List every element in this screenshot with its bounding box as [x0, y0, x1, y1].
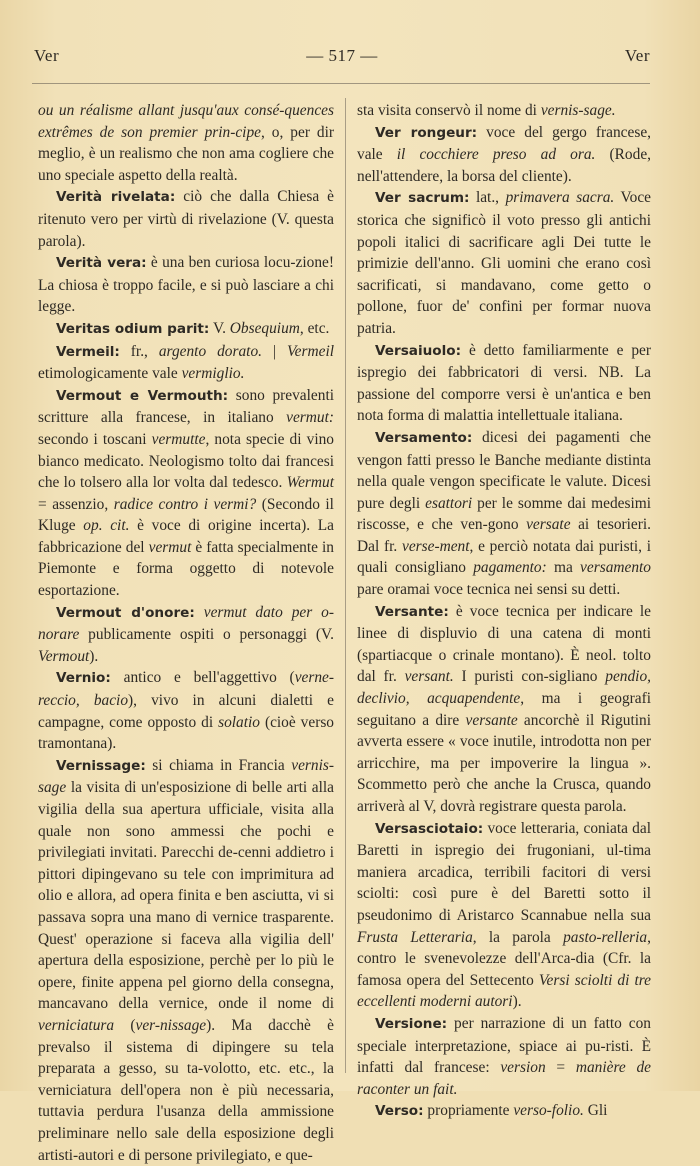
dictionary-entry: [38, 318, 334, 341]
italic-text: primavera sacra.: [505, 189, 615, 207]
body-text: ciò che dalla Chiesa è ritenuto vero per virtù di rivelazione (V. questa parola).: [38, 188, 335, 250]
body-text: è voce di origine incerta). La fabbricazione del: [38, 517, 335, 556]
dictionary-entry: [38, 667, 334, 754]
italic-text: ou un réalisme allant jusqu'aux consé-quences extrêmes de son premier prin-cipe: [38, 102, 334, 141]
body-text: , contro le svenevolezze dell'Arca-dia (Cfr. la famosa opera del Settecento: [357, 928, 651, 989]
italic-text: vermut dato per o-norare: [38, 603, 334, 644]
body-text: I puristi con-sigliano: [453, 668, 606, 686]
body-text: la visita di un'esposizione di belle arti alla vigilia della sua apertura ufficiale, visita alla quale non sono ammessi che pochi e privilegiati invitati. Parecchi de-cenni addietro i pittori dipingevano su tele con imprimitura ad olio e allora, ad opera finita e ben asciutta, vi si passava sopra una mano di vernice trasparente. Quest' operazione si faceva alla vigilia dell' apertura della esposizione, perchè per lo più le opere, finite appena pel giorno della consegna, mancavano della vernice, onde il nome di: [38, 779, 334, 1013]
body-text: (Rode, nell'attendere, la borsa del cliente).: [357, 146, 651, 185]
body-text: ).: [89, 647, 99, 665]
entry-headword: Verso:: [375, 1103, 424, 1120]
entry-headword: Vermeil:: [56, 343, 120, 360]
italic-text: vermut: [148, 538, 192, 556]
dictionary-entry: [38, 385, 334, 602]
body-text: Voce storica che significò il voto presso gli antichi popoli italici di sacrificare agli Dei tutte le primizie dell'anno. Gli uomini che erano così sacrificati, si mandavano, come getto o pollone, fuor de' confini per formar nuova patria.: [357, 189, 652, 337]
italic-text: verne-reccio, bacio: [38, 669, 334, 710]
body-text: ma: [546, 559, 581, 577]
body-text: ancorchè il Rigutini avverta essere « voce inutile, introdotta non per arricchire, ma per impoverire la lingua ». Scommetto però che anche la Crusca, quando arriverà al V, dovrà registrare questa parola.: [357, 711, 651, 815]
entry-headword: Versaiuolo:: [375, 342, 462, 359]
italic-text: vermutte: [151, 430, 206, 448]
italic-text: vernis-sage: [38, 756, 334, 797]
italic-text: Vermeil: [286, 342, 334, 360]
running-header: [34, 46, 650, 72]
dictionary-entry: [38, 341, 334, 385]
body-text: voce letteraria, coniata dal Baretti in ispregio dei frugoniani, ul-tima maniera arcadica, terribili facitori di versi sciolti: così pure è del Baretti sotto il pseudonimo di Aristarco Scannabue nella sua: [357, 819, 651, 924]
italic-text: pagamento:: [473, 559, 547, 577]
italic-text: Wermut: [286, 474, 334, 492]
body-text: ai tesorieri. Dal fr.: [357, 516, 651, 555]
body-text: è detto familiarmente e per ispregio dei fabbricatori di versi. NB. La passione del comporre versi è un'antica e ben nota forma di malattia intellettuale italiana.: [357, 341, 651, 425]
italic-text: vermut:: [286, 409, 334, 427]
italic-text: versante: [465, 711, 518, 729]
italic-text: argento dorato.: [158, 342, 262, 360]
italic-text: versamento: [580, 559, 651, 577]
italic-text: Frusta Letteraria: [357, 928, 473, 946]
dictionary-entry: [38, 602, 334, 668]
italic-text: solatio: [218, 713, 260, 731]
entry-headword: Veritas odium parit:: [56, 320, 210, 337]
dictionary-entry: [357, 818, 651, 1013]
page-number: — 517 —: [306, 46, 378, 65]
body-text: voce del gergo francese, vale: [357, 123, 652, 164]
body-text: = assenzio,: [38, 495, 114, 513]
dictionary-entry: [357, 122, 651, 188]
body-text: , etc.: [299, 319, 330, 337]
body-text: , nota specie di vino bianco medicato. Neologismo tolto dai francesi che lo tolsero alla lor volta dal tedesco.: [38, 430, 334, 492]
italic-text: radice contro i vermi?: [113, 495, 257, 513]
dictionary-entry: [357, 601, 651, 818]
italic-text: manière de raconter un fait.: [357, 1059, 651, 1098]
dictionary-entry: [357, 1013, 651, 1100]
entry-headword: Vernissage:: [56, 757, 146, 774]
entry-headword: Ver sacrum:: [375, 190, 470, 207]
body-text: , ma i geografi seguitano a dire: [357, 690, 651, 729]
entry-headword: Vermout d'onore:: [56, 604, 195, 621]
italic-text: op. cit.: [83, 517, 130, 535]
dictionary-entry: [357, 340, 651, 427]
italic-text: Versi sciolti di tre eccellenti moderni autori: [357, 971, 651, 1011]
italic-text: versate: [526, 516, 571, 534]
entry-headword: Versasciotaio:: [375, 820, 484, 837]
body-text: V.: [209, 319, 230, 337]
body-text: è fatta specialmente in Piemonte e forma oggetto di notevole esportazione.: [38, 538, 334, 600]
body-text: propriamente: [423, 1102, 514, 1120]
body-text: etimologicamente vale: [38, 365, 182, 383]
italic-text: pendio, declivio, acquapendente: [357, 668, 652, 708]
body-text: si chiama in Francia: [145, 756, 292, 774]
italic-text: vermiglio.: [181, 365, 245, 383]
body-text: , o, per dir meglio, è un realismo che non ama cogliere che uno speciale aspetto della realtà.: [38, 123, 335, 184]
dictionary-entry: [38, 755, 334, 1166]
header-rule: [32, 83, 650, 84]
dictionary-entry: [38, 252, 334, 318]
body-text: per le somme dai medesimi riscosse, e che ven-gono: [357, 494, 651, 534]
italic-text: version: [500, 1059, 546, 1077]
italic-text: verso-folio.: [513, 1102, 584, 1120]
italic-text: versant.: [404, 668, 454, 686]
entry-headword: Ver rongeur:: [375, 124, 478, 141]
italic-text: vernis-sage.: [540, 102, 616, 119]
body-text: (Secondo il Kluge: [38, 495, 334, 535]
body-text: [195, 604, 204, 621]
body-text: è voce tecnica per indicare le linee di displuvio di una catena di monti (spartiacque o crinale montano). È neol. tolto dal fr.: [357, 602, 651, 686]
body-text: fr.,: [119, 342, 159, 360]
dictionary-entry: [357, 427, 651, 601]
continued-text: [357, 100, 651, 122]
body-text: (cioè verso tramontana).: [38, 713, 334, 753]
body-text: per narrazione di un fatto con speciale interpretazione, spiace ai pu-risti. È infatti dal francese:: [357, 1014, 651, 1077]
body-text: publicamente ospiti o personaggi (V.: [79, 626, 334, 644]
header-left-word: Ver: [34, 46, 60, 65]
body-text: Gli: [583, 1102, 608, 1120]
italic-text: Vermout: [38, 647, 90, 665]
italic-text: Obsequium: [229, 319, 300, 337]
continued-text: [38, 100, 334, 186]
body-text: ).: [512, 993, 522, 1011]
left-column: [38, 100, 334, 1166]
body-text: , la parola: [472, 928, 564, 946]
body-text: dicesi dei pagamenti che vengon fatti presso le Banche mediante distinta nella quale vengon specificate le valute. Dicesi pure degli: [357, 428, 651, 512]
italic-text: ver-nissage: [135, 1016, 207, 1034]
body-text: =: [545, 1059, 576, 1077]
body-text: secondo i toscani: [38, 430, 152, 448]
italic-text: pasto-relleria: [563, 928, 648, 946]
italic-text: verniciatura: [38, 1016, 115, 1034]
body-text: |: [262, 342, 287, 360]
dictionary-entry: [357, 1100, 651, 1123]
dictionary-entry: [357, 187, 651, 339]
body-text: pare oramai voce tecnica nei sensi su detti.: [357, 581, 621, 599]
body-text: (: [114, 1016, 136, 1034]
entry-headword: Verità vera:: [56, 255, 147, 272]
entry-headword: Versante:: [375, 603, 449, 620]
entry-headword: Vernio:: [56, 670, 111, 687]
italic-text: esattori: [425, 494, 473, 512]
body-text: ), vivo in alcuni dialetti e campagne, come opposto di: [38, 692, 334, 731]
column-divider: [345, 98, 346, 1073]
entry-headword: Vermout e Vermouth:: [56, 387, 229, 404]
entry-headword: Versamento:: [375, 429, 473, 446]
body-text: sta visita conservò il nome di: [357, 102, 541, 119]
italic-text: il cocchiere preso ad ora.: [396, 146, 596, 164]
body-text: sono prevalenti scritture alla francese, in italiano: [38, 386, 334, 427]
body-text: , e perciò notata dai puristi, i quali consigliano: [357, 537, 651, 577]
header-right-word: Ver: [624, 46, 650, 65]
body-text: antico e bell'aggettivo (: [110, 669, 295, 687]
entry-headword: Versione:: [375, 1015, 448, 1032]
dictionary-entry: [38, 186, 334, 252]
body-text: è una ben curiosa locu-zione! La chiosa è troppo facile, e si può lasciare a chi legge.: [38, 254, 334, 316]
body-text: lat.,: [469, 189, 506, 207]
entry-headword: Verità rivelata:: [56, 189, 176, 206]
body-text: ). Ma dacchè è prevalso il sistema di dipingere su tela preparata a gesso, su ta-volotto, etc. etc., la verniciatura dell'opera non è più necessaria, tuttavia perdura l'usanza della ammissione preliminare nello sale della esposizione degli artisti-autori e di persone privilegiato, e que-: [38, 1016, 334, 1164]
italic-text: verse-ment: [401, 537, 470, 555]
right-column: [357, 100, 651, 1123]
